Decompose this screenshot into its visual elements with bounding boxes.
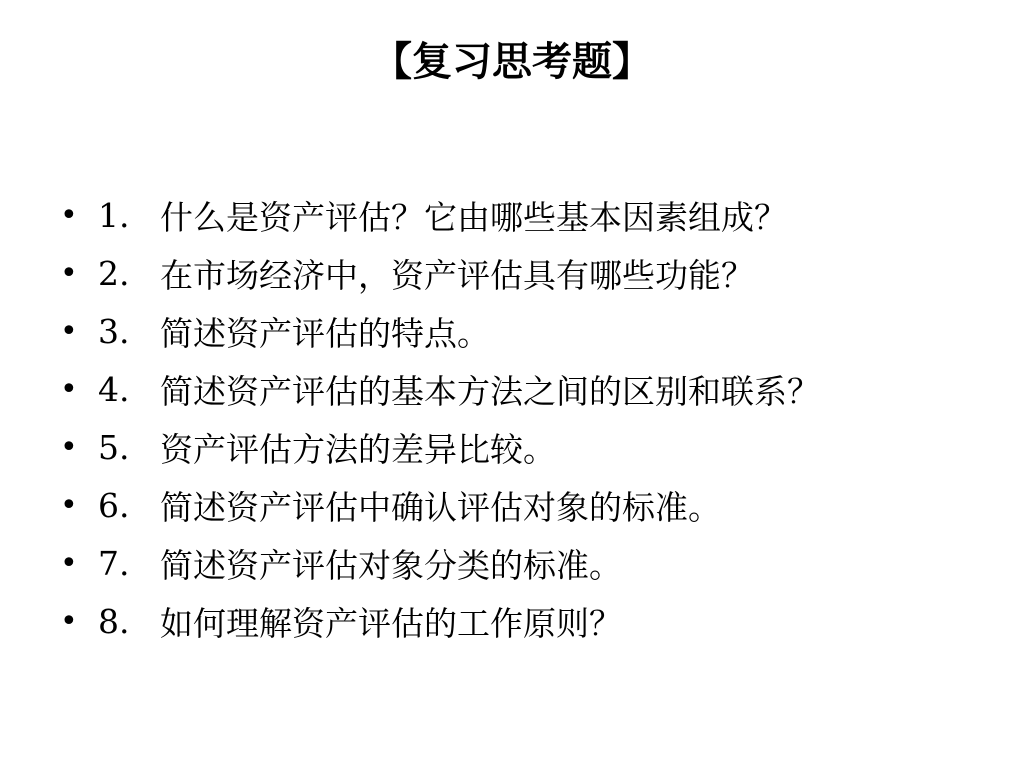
item-number: 5. [98, 427, 130, 467]
item-text: 简述资产评估对象分类的标准。 [160, 545, 622, 585]
bullet-icon: • [60, 371, 78, 407]
bullet-icon: • [60, 603, 78, 639]
question-list [60, 186, 1000, 650]
list-item [60, 244, 1000, 302]
slide-title: 【复习思考题】 [372, 39, 652, 85]
item-number: 4. [98, 369, 130, 409]
item-number: 1. [98, 195, 130, 235]
list-item [60, 302, 1000, 360]
bullet-icon: • [60, 487, 78, 523]
item-text: 什么是资产评估？它由哪些基本因素组成？ [160, 197, 787, 237]
bullet-icon: • [60, 429, 78, 465]
item-text: 如何理解资产评估的工作原则？ [160, 603, 622, 643]
item-text: 简述资产评估的基本方法之间的区别和联系？ [160, 371, 820, 411]
list-item [60, 476, 1000, 534]
list-item [60, 418, 1000, 476]
list-item [60, 360, 1000, 418]
item-number: 7. [98, 543, 130, 583]
item-text: 简述资产评估的特点。 [160, 313, 490, 353]
bullet-icon: • [60, 197, 78, 233]
bullet-icon: • [60, 313, 78, 349]
item-number: 3. [98, 311, 130, 351]
item-number: 2. [98, 253, 130, 293]
item-text: 简述资产评估中确认评估对象的标准。 [160, 487, 721, 527]
list-item [60, 186, 1000, 244]
item-text: 资产评估方法的差异比较。 [160, 429, 556, 469]
item-text: 在市场经济中，资产评估具有哪些功能？ [160, 255, 754, 295]
item-number: 8. [98, 601, 130, 641]
bullet-icon: • [60, 255, 78, 291]
list-item [60, 534, 1000, 592]
list-item [60, 592, 1000, 650]
bullet-icon: • [60, 545, 78, 581]
item-number: 6. [98, 485, 130, 525]
